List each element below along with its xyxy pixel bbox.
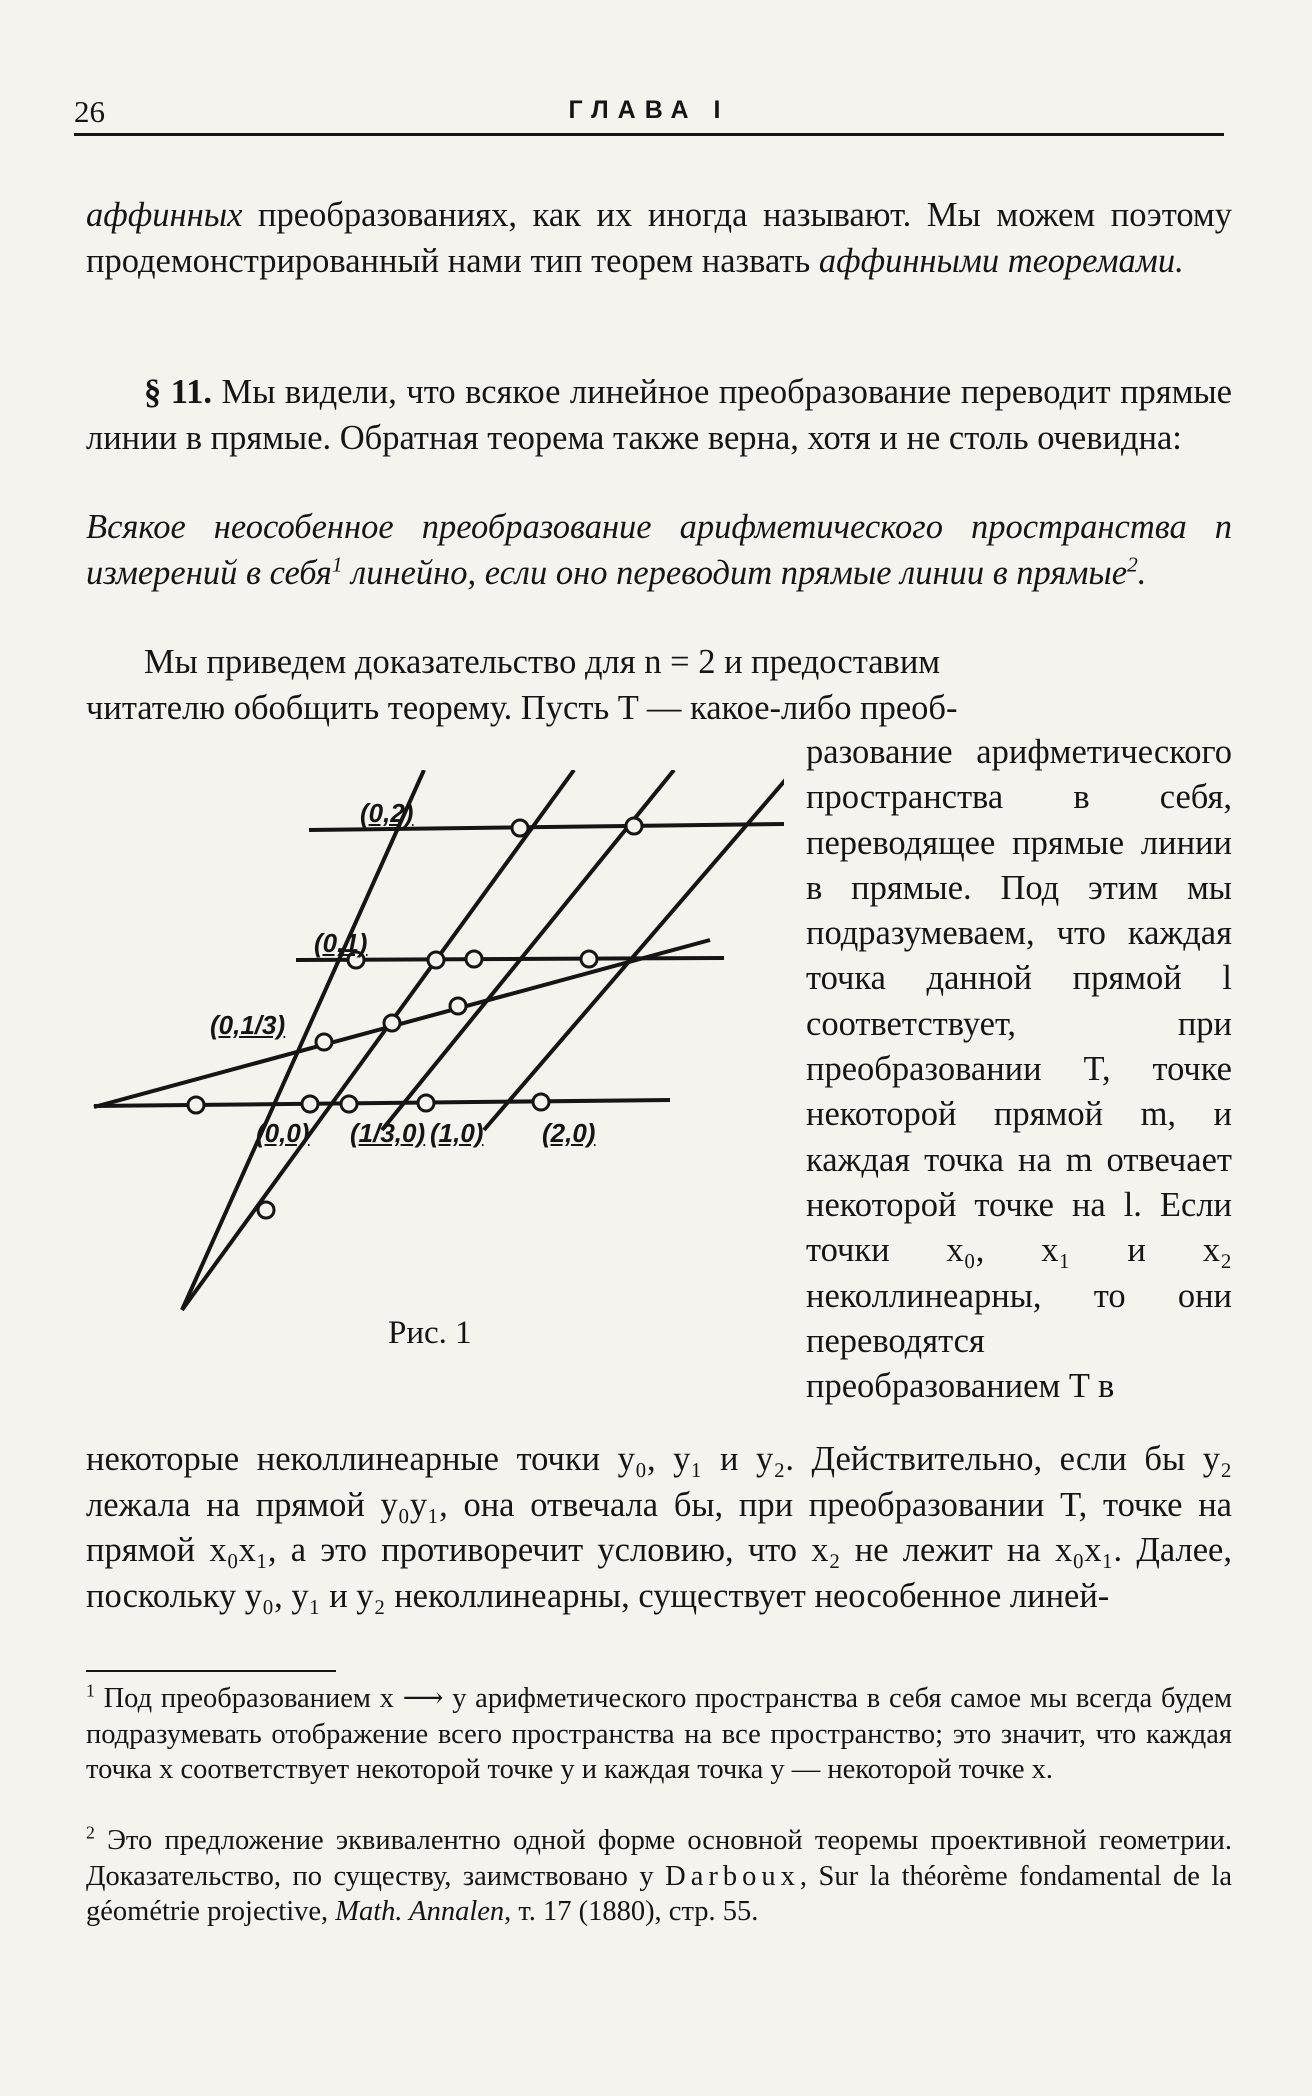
line-y0: [94, 1100, 670, 1106]
proof-intro: [86, 640, 1232, 731]
label-0-2: (0,2): [360, 798, 414, 828]
paragraph-text: преобразованиях, как их иногда называют. Мы можем поэтому продемонстрированный нами тип теорем назвать: [86, 196, 1232, 280]
label-0-third: (0,1/3): [210, 1010, 286, 1040]
footnote-text: Под преобразованием x ⟶ y арифметического пространства в себя самое мы всегда будем подразумевать отображение всего пространства на все пространство; это значит, что каждая точка x соответствует некоторой точке y и каждая точка y — некоторой точке x.: [86, 1683, 1232, 1785]
paragraph-noncollinear: некоторые неколлинеарные точки y₀, y₁ и y₂. Действительно, если бы y₂ лежала на прямой y₀y₁, она отвечала бы, при преобразовании T, точке на прямой x₀x₁, а это противоречит условию, что x₂ не лежит на x₀x₁. Далее, поскольку y₀, y₁ и y₂ неколлинеарны, существует неособенное линей-: [86, 1440, 1232, 1615]
point: [188, 1097, 204, 1113]
point: [428, 952, 444, 968]
author-name: Darboux: [665, 1860, 800, 1892]
chapter-title: ГЛАВА I: [568, 96, 730, 124]
footnote-1: [86, 1681, 1232, 1788]
footnote-text: , т. 17 (1880), стр. 55.: [504, 1896, 759, 1927]
point: [384, 1015, 400, 1031]
italic-term: аффинными теоремами.: [818, 241, 1184, 280]
point: [581, 951, 597, 967]
point: [626, 818, 642, 834]
slanted-line: [94, 940, 710, 1107]
italic-term: аффинных: [86, 196, 243, 234]
figure-caption: Рис. 1: [388, 1315, 472, 1351]
point: [258, 1202, 274, 1218]
figure-1: [84, 770, 784, 1330]
footnote-2: [86, 1823, 1232, 1930]
side-column-text: разование арифметического пространства в себя, переводящее прямые линии в прямые. Под этим мы подразумеваем, что каждая точка данной прямой l соответствует, при преобразовании T, точке некоторой прямой m, и каждая точка на m отвечает некоторой точке на l. Если точки x₀, x₁ и x₂ неколлинеарны, то они переводятся преобразованием T в: [806, 733, 1232, 1406]
running-header: [74, 94, 1224, 130]
theorem-statement: [86, 505, 1232, 596]
point: [418, 1095, 434, 1111]
point: [533, 1094, 549, 1110]
paragraph-affine-theorems: [86, 193, 1232, 284]
footnote-ref: 2: [1127, 552, 1138, 576]
footnote-mark: 1: [86, 1680, 95, 1701]
label-1-0: (1,0): [430, 1118, 484, 1148]
proof-line: читателю обобщить теорему. Пусть T — какое-либо преоб-: [86, 688, 958, 727]
footnote-text: , Sur la théorème fondamental de la géométrie projective,: [86, 1860, 1232, 1927]
label-third-0: (1/3,0): [350, 1118, 426, 1148]
section-number: § 11.: [144, 373, 213, 411]
section-11-intro: [86, 370, 1232, 461]
paragraph-text: Мы видели, что всякое линейное преобразование переводит прямые линии в прямые. Обратная теорема также верна, хотя и не столь очевидна:: [86, 373, 1232, 457]
journal-name: Math. Annalen: [335, 1896, 505, 1927]
point: [466, 951, 482, 967]
theorem-text: Всякое неособенное преобразование арифметического пространства n измерений в себя: [86, 508, 1232, 592]
affine-grid-diagram: [84, 770, 784, 1330]
theorem-text: линейно, если оно переводит прямые линии в прямые: [342, 553, 1128, 592]
point: [450, 998, 466, 1014]
footnote-rule: [86, 1670, 336, 1672]
label-0-1: (0,1): [314, 928, 368, 958]
point: [316, 1034, 332, 1050]
theorem-period: .: [1137, 553, 1147, 592]
point: [341, 1096, 357, 1112]
page-number: 26: [74, 94, 105, 129]
proof-line: Мы приведем доказательство для n = 2 и предоставим: [144, 643, 941, 681]
point: [302, 1096, 318, 1112]
label-0-0: (0,0): [256, 1118, 310, 1148]
footnote-text: Это предложение эквивалентно одной форме основной теоремы проективной геометрии. Доказательство, по существу, заимствовано у: [86, 1825, 1232, 1892]
footnote-ref: 1: [331, 552, 343, 576]
header-rule: [74, 133, 1224, 136]
point: [512, 820, 528, 836]
footnote-mark: 2: [86, 1822, 95, 1843]
label-2-0: (2,0): [542, 1118, 596, 1148]
